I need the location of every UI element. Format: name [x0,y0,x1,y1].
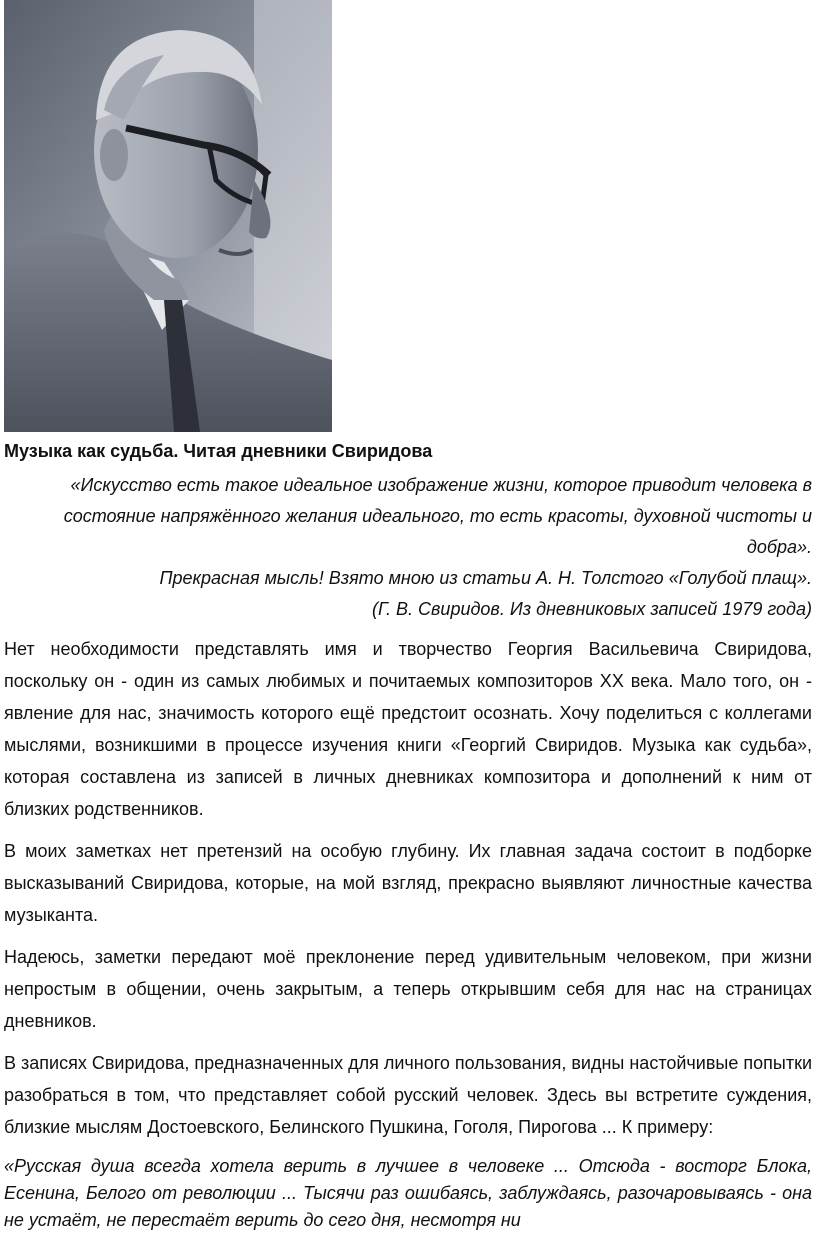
article-title: Музыка как судьба. Читая дневники Свиридова [4,441,433,461]
paragraph-1: Нет необходимости представлять имя и творчество Георгия Васильевича Свиридова, поскольку он - один из самых любимых и почитаемых композиторов XX века. Мало того, он - явление для нас, значимость которого ещё предстоит осознать. Хочу поделиться с коллегами мыслями, возникшими в процессе изучения книги «Георгий Свиридов. Музыка как судьба», которая составлена из записей в личных дневниках композитора и дополнений к ним от близких родственников. [4,639,812,819]
epigraph-comment: Прекрасная мысль! Взято мною из статьи А. Н. Толстого «Голубой плащ». [159,568,812,588]
epigraph-quote: «Искусство есть такое идеальное изображение жизни, которое приводит человека в состояние напряжённого желания идеального, то есть красоты, духовной чистоты и добра». [63,475,812,557]
epigraph-source: (Г. В. Свиридов. Из дневниковых записей 1979 года) [372,599,812,619]
article-body [4,633,812,1244]
portrait-illustration [4,0,332,432]
paragraph-3: Надеюсь, заметки передают моё преклонение перед удивительным человеком, при жизни непростым в общении, очень закрытым, а теперь открывшим себя для нас на страницах дневников. [4,947,812,1031]
closing-quote: «Русская душа всегда хотела верить в лучшее в человеке ... Отсюда - восторг Блока, Есенина, Белого от революции ... Тысячи раз ошибаясь, заблуждаясь, разочаровываясь - она не устаёт, не перестаёт верить до сего дня, несмотря ни [4,1156,812,1230]
paragraph-2: В моих заметках нет претензий на особую глубину. Их главная задача состоит в подборке высказываний Свиридова, которые, на мой взгляд, прекрасно выявляют личностные качества музыканта. [4,841,812,925]
portrait-photo [4,0,332,432]
epigraph [4,470,812,625]
paragraph-4: В записях Свиридова, предназначенных для личного пользования, видны настойчивые попытки разобраться в том, что представляет собой русский человек. Здесь вы встретите суждения, близкие мыслям Достоевского, Белинского Пушкина, Гоголя, Пирогова ... К примеру: [4,1053,812,1137]
